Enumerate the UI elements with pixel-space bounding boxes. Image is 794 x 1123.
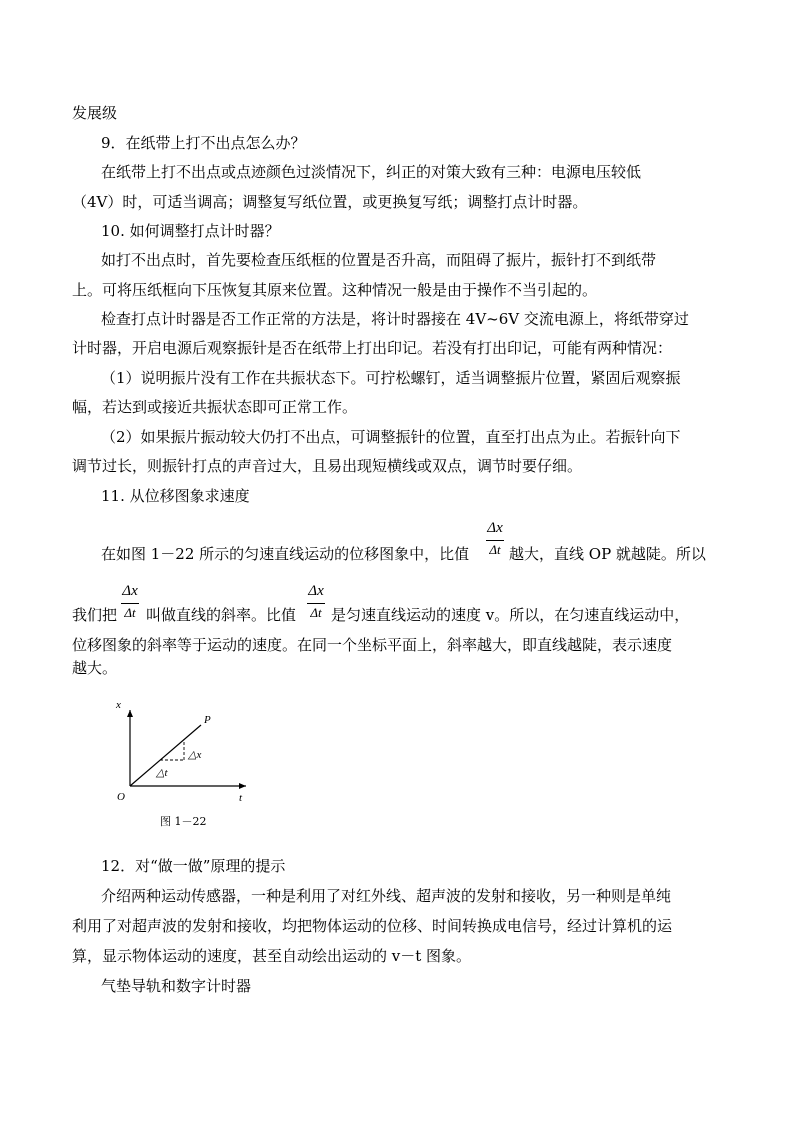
q9-paragraph-line: （4V）时，可适当调高；调整复写纸位置，或更换复写纸；调整打点计时器。 [72, 193, 588, 211]
q10-paragraph-line: （1）说明振片没有工作在共振状态下。可拧松螺钉，适当调整振片位置，紧固后观察振 [101, 369, 681, 387]
point-p-label: P [204, 714, 211, 726]
q11-line-1b: 越大，直线 OP 就越陡。所以 [509, 545, 706, 563]
q11-line-3: 位移图象的斜率等于运动的速度。在同一个坐标平面上，斜率越大，即直线越陡，表示速度 [72, 636, 673, 654]
q11-line-1a: 在如图 1－22 所示的匀速直线运动的位移图象中，比值 [101, 545, 470, 563]
q11-line-4: 越大。 [72, 659, 118, 677]
q10-paragraph-line: 检查打点计时器是否工作正常的方法是，将计时器接在 4V~6V 交流电源上，将纸带穿过 [101, 310, 689, 328]
delta-x-label: △x [188, 749, 202, 761]
q11-line-2c: 是匀速直线运动的速度 v。所以，在匀速直线运动中， [331, 606, 690, 624]
q12-paragraph-line: 算，显示物体运动的速度，甚至自动绘出运动的 v－t 图象。 [72, 947, 472, 965]
q10-heading: 10. 如何调整打点计时器？ [101, 222, 280, 240]
q10-paragraph-line: 幅，若达到或接近共振状态即可正常工作。 [72, 398, 358, 416]
q11-line-2a: 我们把 [72, 606, 118, 624]
x-axis-label: t [239, 792, 243, 804]
subheading: 气垫导轨和数字计时器 [101, 977, 252, 995]
q10-paragraph-line: 如打不出点时，首先要检查压纸框的位置是否升高，而阻碍了振片，振针打不到纸带 [101, 251, 657, 269]
fraction-numerator: Δx [308, 583, 324, 599]
figure-caption: 图 1－22 [160, 815, 207, 828]
q11-line-2b: 叫做直线的斜率。比值 [146, 606, 297, 624]
fraction-denominator: Δt [310, 605, 322, 620]
q10-paragraph-line: （2）如果振片振动较大仍打不出点，可调整振针的位置，直至打出点为止。若振针向下 [101, 428, 681, 446]
fraction-denominator: Δt [124, 605, 136, 620]
fraction-denominator: Δt [489, 542, 501, 557]
y-axis-label: x [116, 699, 121, 711]
q12-paragraph-line: 利用了对超声波的发射和接收，均把物体运动的位移、时间转换成电信号，经过计算机的运 [72, 917, 673, 935]
q10-paragraph-line: 调节过长，则振针打点的声音过大，且易出现短横线或双点，调节时要仔细。 [72, 457, 583, 475]
q10-paragraph-line: 计时器，开启电源后观察振针是否在纸带上打出印记。若没有打出印记，可能有两种情况： [72, 339, 673, 357]
q9-heading: 9．在纸带上打不出点怎么办？ [101, 134, 306, 152]
delta-t-label: △t [156, 767, 168, 779]
q10-paragraph-line: 上。可将压纸框向下压恢复其原来位置。这种情况一般是由于操作不当引起的。 [72, 281, 598, 299]
q9-paragraph-line: 在纸带上打不出点或点迹颜色过淡情况下，纠正的对策大致有三种：电源电压较低 [101, 163, 642, 181]
fraction-numerator: Δx [122, 583, 138, 599]
q12-paragraph-line: 介绍两种运动传感器，一种是利用了对红外线、超声波的发射和接收，另一种则是单纯 [101, 887, 672, 905]
section-title: 发展级 [72, 104, 118, 122]
origin-label: O [117, 791, 125, 803]
q11-heading: 11. 从位移图象求速度 [101, 487, 250, 505]
q12-heading: 12．对“做一做”原理的提示 [101, 857, 286, 875]
fraction-numerator: Δx [487, 520, 503, 536]
